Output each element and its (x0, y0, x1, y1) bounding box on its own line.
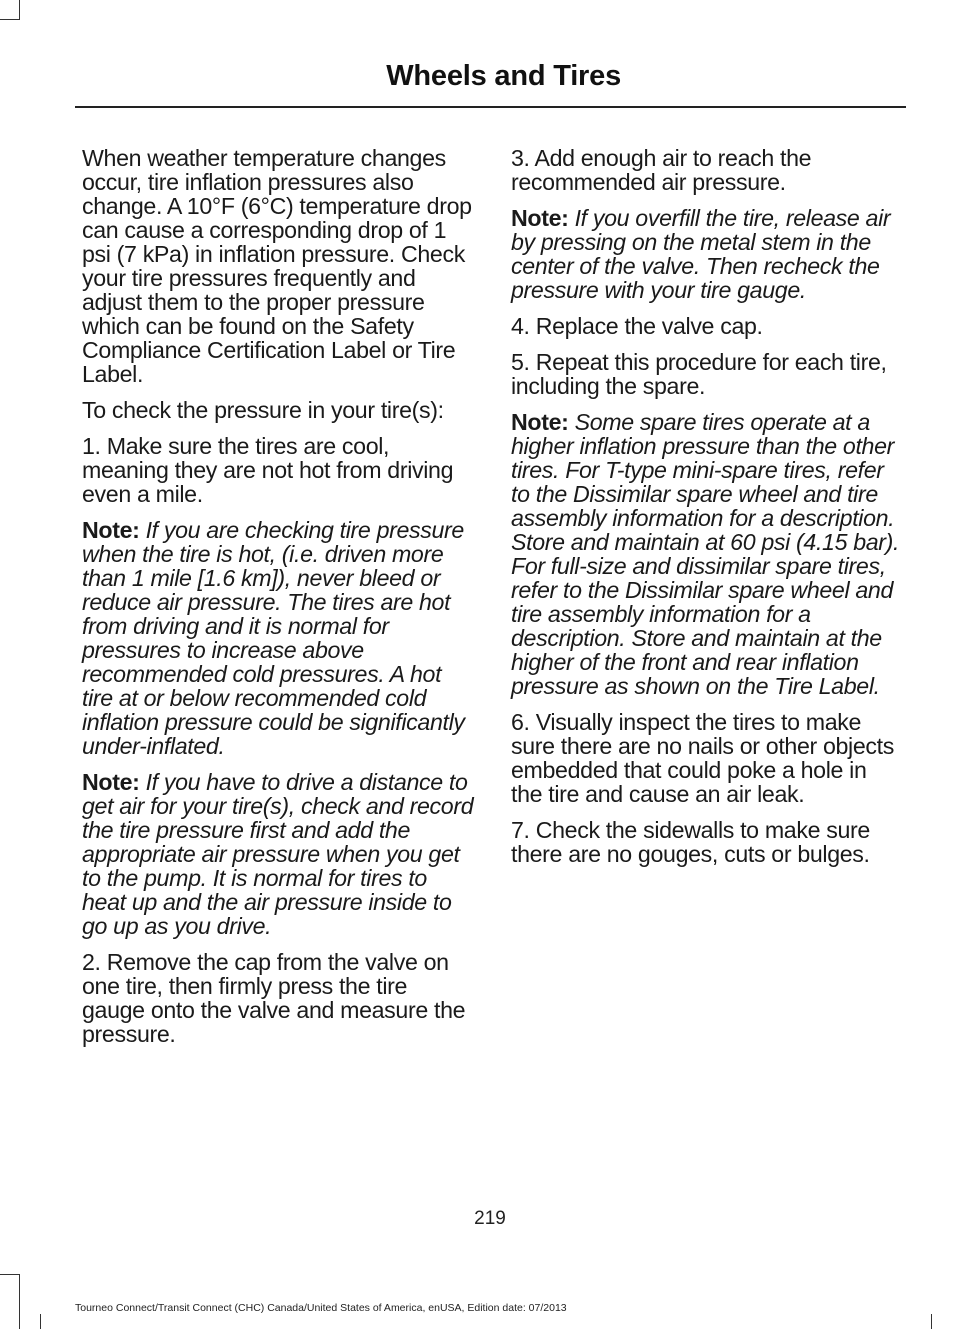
page-number: 219 (474, 1208, 506, 1229)
page-title: Wheels and Tires (386, 60, 621, 92)
note-text: Some spare tires operate at a higher inflation pressure than the other tires. For T-type mini-spare tires, refer to the Dissimilar spare wheel and tire assembly information for a description. Store and maintain at 60 psi (4.15 bar). For full-size and dissimilar spare tires, refer to the Dissimilar spare wheel and tire assembly information for a description. Store and maintain at the higher of the front and rear inflation pressure as shown on the Tire Label. (511, 409, 900, 699)
crop-mark-bottom-tick-2 (931, 1314, 932, 1329)
crop-mark-top-left-h (0, 19, 20, 20)
note-text: If you overfill the tire, release air by pressing on the metal stem in the center of the valve. Then recheck the pressure with your tire gauge. (511, 205, 891, 303)
paragraph: 1. Make sure the tires are cool, meaning they are not hot from driving even a mile. (82, 433, 454, 507)
crop-mark-bottom-left-h (0, 1274, 20, 1275)
note-label: Note: (511, 205, 569, 231)
note-text: If you have to drive a distance to get air for your tire(s), check and record the tire pressure first and add the appropriate air pressure when you get to the pump. It is normal for tires to heat up and the air pressure inside to go up as you drive. (82, 769, 474, 939)
left-column (82, 146, 474, 1058)
crop-mark-bottom-left-v (19, 1274, 20, 1329)
paragraph: 4. Replace the valve cap. (511, 313, 763, 339)
note-label: Note: (82, 517, 140, 543)
note (82, 770, 474, 938)
crop-mark-bottom-tick-1 (40, 1314, 41, 1329)
paragraph: 2. Remove the cap from the valve on one tire, then firmly press the tire gauge onto the valve and measure the pressure. (82, 949, 466, 1047)
note (511, 206, 903, 302)
paragraph: 7. Check the sidewalls to make sure there are no gouges, cuts or bulges. (511, 817, 870, 867)
note-text: If you are checking tire pressure when the tire is hot, (i.e. driven more than 1 mile [1.6 km]), never bleed or reduce air pressure. The tires are hot from driving and it is normal for pressures to increase above recommended cold pressures. A hot tire at or below recommended cold inflation pressure could be significantly under-inflated. (82, 517, 465, 759)
note-label: Note: (511, 409, 569, 435)
paragraph: 5. Repeat this procedure for each tire, including the spare. (511, 349, 887, 399)
header-rule (75, 106, 906, 108)
paragraph: 6. Visually inspect the tires to make sure there are no nails or other objects embedded that could poke a hole in the tire and cause an air leak. (511, 709, 894, 807)
paragraph: When weather temperature changes occur, tire inflation pressures also change. A 10°F (6°C) temperature drop can cause a corresponding drop of 1 psi (7 kPa) in inflation pressure. Check your tire pressures frequently and adjust them to the proper pressure which can be found on the Safety Compliance Certification Label or Tire Label. (82, 145, 472, 387)
note (82, 518, 474, 758)
footer-edition-info: Tourneo Connect/Transit Connect (CHC) Canada/United States of America, enUSA, Edition date: 07/2013 (75, 1302, 567, 1314)
right-column (511, 146, 903, 878)
paragraph: To check the pressure in your tire(s): (82, 397, 444, 423)
paragraph: 3. Add enough air to reach the recommended air pressure. (511, 145, 812, 195)
note (511, 410, 903, 698)
crop-mark-top-left-v (19, 0, 20, 20)
note-label: Note: (82, 769, 140, 795)
